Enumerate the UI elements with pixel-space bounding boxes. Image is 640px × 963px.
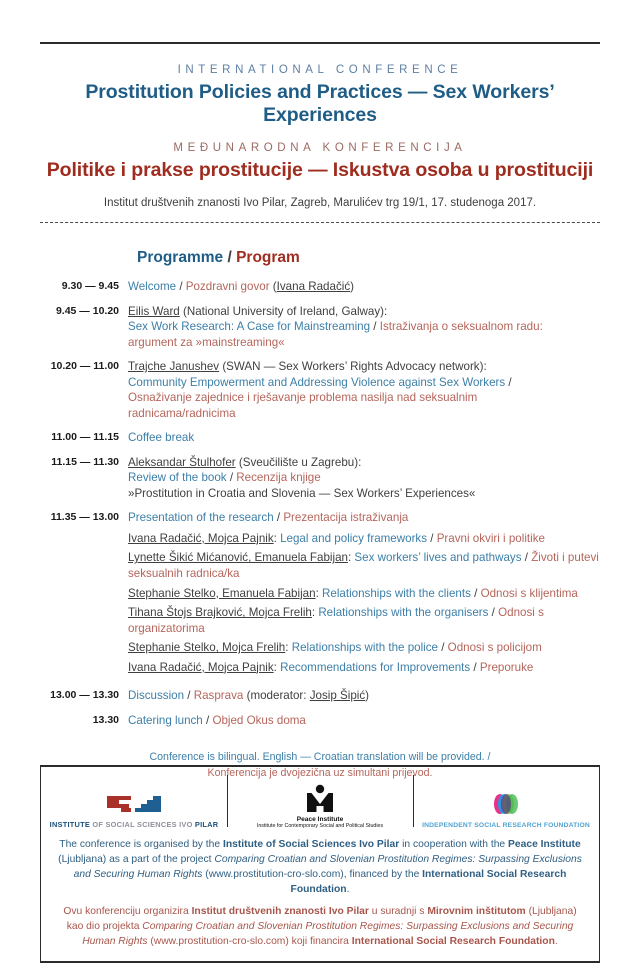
row5-l0-sep: / [273, 511, 284, 525]
credit-hr-p4: (www.prostitution-cro-slo.com) koji financira [147, 935, 352, 947]
top-divider [40, 42, 600, 44]
programme-row-entry [128, 304, 600, 351]
row1-l0-speaker [128, 305, 180, 318]
credit-paragraph-croatian [57, 905, 583, 950]
programme-subitem-list [128, 531, 600, 675]
credit-en-p4: (www.prostitution-cro-slo.com), financed by the [202, 868, 423, 880]
row3-l0-en: Coffee break [128, 431, 195, 445]
subitem4-colon: : [285, 641, 292, 655]
row1-l0-speaker-name: Eilis Ward [128, 304, 180, 318]
row2-l3-line [128, 406, 600, 422]
subitem3-sep: / [488, 606, 499, 620]
ivo-pilar-text-light: OF SOCIAL SCIENCES IVO [90, 820, 195, 829]
subitem3-speaker-names: Tihana Štojs Brajković, Mojca Frelih [128, 606, 312, 620]
row2-l0-line [128, 359, 600, 375]
programme-row-time: 13.00 — 13.30 [50, 689, 119, 702]
row1-l2-line [128, 335, 600, 351]
programme-row [40, 359, 600, 421]
subitem0-sep: / [427, 531, 437, 545]
programme-row-entry [128, 430, 600, 446]
row4-l2-plain: »Prostitution in Croatia and Slovenia — Sex Workers’ Experiences« [128, 486, 476, 500]
subitem1-speakers [128, 551, 348, 564]
credit-hr-p2: u suradnji s [368, 905, 428, 917]
row3-l0-line [128, 430, 600, 446]
subitem2-speaker-names: Stephanie Stelko, Emanuela Fabijan [128, 586, 316, 600]
subitem5-speaker-names: Ivana Radačić, Mojca Pajnik [128, 660, 274, 674]
subitem5-sep: / [470, 660, 480, 674]
row6-l0-tail2: ) [365, 689, 370, 703]
subitem4-speakers [128, 641, 285, 654]
eyebrow-croatian: MEĐUNARODNA KONFERENCIJA [173, 142, 467, 154]
ivo-pilar-logo-text [50, 820, 219, 829]
row0-l0-hr: Pozdravni govor [185, 280, 270, 293]
subitem0-en: Legal and policy frameworks [280, 531, 428, 545]
row4-l1-line [128, 470, 600, 486]
row7-l0-en: Catering lunch [128, 713, 203, 727]
page-title-english: Prostitution Policies and Practices — Sex Workers’ Experiences [85, 81, 555, 126]
isrf-logo-icon [486, 791, 526, 817]
credit-paragraph-english [57, 838, 583, 898]
programme-heading-english: Programme [137, 249, 224, 266]
credit-hr-p1: Ovu konferenciju organizira [63, 905, 192, 917]
programme-row [40, 304, 600, 351]
row0-l0-line [128, 279, 600, 295]
credit-hr-p3: (Ljubljana) kao dio projekta [66, 905, 577, 932]
programme-row [40, 688, 600, 704]
row0-l0-tail: ( [269, 280, 277, 293]
subitem3-hr: Odnosi s organizatorima [128, 606, 544, 635]
logo-ivo-pilar [41, 767, 227, 829]
programme-row-time: 13.30 [92, 713, 119, 726]
bilingual-note-english: Conference is bilingual. English — Croatian translation will be provided. / [149, 751, 491, 764]
subitem4-hr: Odnosi s policijom [447, 641, 542, 655]
subitem0-colon: : [273, 531, 281, 545]
footer [40, 765, 600, 963]
subitem2-speakers [128, 587, 316, 600]
row2-l2-hr: Osnaživanje zajednice i rješavanje problema nasilja nad seksualnim [128, 391, 478, 405]
subitem4-sep: / [438, 641, 448, 655]
row4-l0-speaker-name: Aleksandar Štulhofer [128, 455, 236, 469]
row0-l0-sep: / [176, 280, 186, 293]
subitem1-sep: / [521, 551, 532, 565]
row4-l1-hr: Recenzija knjige [236, 471, 321, 485]
row4-l0-line [128, 455, 600, 471]
subitem4-speaker-names: Stephanie Stelko, Mojca Frelih [128, 641, 286, 655]
ivo-pilar-logo-icon [105, 795, 163, 817]
credit-hr-b2: Mirovnim inštitutom [427, 905, 526, 917]
programme-row [40, 279, 600, 295]
logo-strip [40, 767, 600, 829]
subitem1-colon: : [347, 551, 355, 565]
credit-en-p1: The conference is organised by the [59, 839, 223, 850]
subitem4-en: Relationships with the police [291, 641, 438, 655]
peace-institute-title: Peace Institute [296, 816, 344, 823]
row0-l0-tail2: ) [350, 280, 354, 293]
programme-subitem [128, 605, 600, 636]
programme-row-time: 9.45 — 10.20 [55, 304, 119, 317]
subitem2-colon: : [315, 586, 323, 600]
row5-l0-line [128, 510, 600, 526]
programme-row [40, 510, 600, 679]
row6-l0-tail: (moderator: [243, 689, 310, 703]
subitem2-hr: Odnosi s klijentima [480, 586, 578, 600]
programme-subitem [128, 586, 600, 602]
row4-l0-tail: (Sveučilište u Zagrebu): [235, 455, 362, 469]
programme-row-time: 10.20 — 11.00 [50, 360, 119, 373]
row1-l1-hr: Istraživanja o seksualnom radu: [379, 320, 543, 334]
subitem5-hr: Preporuke [479, 660, 534, 674]
peace-institute-subtitle: Institute for Contemporary Social and Political Studies [256, 823, 384, 829]
programme-row [40, 713, 600, 729]
programme-row-time: 11.00 — 11.15 [51, 431, 119, 444]
credit-hr-b3: International Social Research Foundation [351, 935, 555, 947]
row4-l1-en: Review of the book [128, 471, 227, 485]
isrf-logo-text: INDEPENDENT SOCIAL RESEARCH FOUNDATION [422, 822, 590, 829]
eyebrow-english: INTERNATIONAL CONFERENCE [177, 64, 463, 76]
subitem0-hr: Pravni okviri i politike [436, 531, 545, 545]
credit-en-b2: Peace Institute [508, 839, 581, 850]
row2-l2-line [128, 390, 600, 406]
subitem5-en: Recommendations for Improvements [280, 660, 471, 674]
programme-heading-separator: / [223, 249, 237, 266]
credit-en-b3: International Social Research Foundation [290, 868, 567, 895]
peace-institute-person-icon [306, 784, 334, 814]
row6-l0-en: Discussion [128, 689, 185, 703]
credit-en-p5: . [346, 883, 350, 895]
subitem0-speaker-names: Ivana Radačić, Mojca Pajnik [128, 531, 274, 545]
row6-l0-hr: Rasprava [193, 689, 244, 703]
row7-l0-sep: / [202, 713, 213, 727]
ivo-pilar-text-strong-1: INSTITUTE [49, 820, 91, 829]
row0-l0-en: Welcome [128, 280, 177, 293]
row6-l0-speaker [310, 689, 365, 702]
row0-l0-speaker-name: Ivana Radačić [276, 280, 351, 293]
row4-l2-line [128, 486, 600, 502]
row6-l0-sep: / [184, 689, 194, 703]
credit-en-b1: Institute of Social Sciences Ivo Pilar [223, 839, 400, 850]
row2-l3-hr: radnicama/radnicima [128, 406, 236, 420]
programme-row-time: 11.15 — 11.30 [51, 455, 119, 468]
row1-l1-line [128, 319, 600, 335]
credit-en-p2: in cooperation with the [399, 839, 509, 850]
subitem1-speaker-names: Lynette Šikić Mićanović, Emanuela Fabijan [128, 551, 348, 565]
programme-row-entry [128, 510, 600, 679]
row1-l1-en: Sex Work Research: A Case for Mainstreaming [128, 320, 371, 334]
credit-hr-project-title: Comparing Croatian and Slovenian Prostitution Regimes: Surpassing Exclusions and Securing Human Rights [82, 920, 574, 947]
programme-row-entry [128, 279, 600, 295]
programme-row-time: 9.30 — 9.45 [61, 280, 119, 292]
row1-l0-line [128, 304, 600, 320]
programme-row [40, 455, 600, 502]
page-title-croatian: Politike i prakse prostitucije — Iskustva osoba u prostituciji [46, 159, 594, 181]
row7-l0-line [128, 713, 600, 729]
row2-l0-speaker [128, 360, 219, 373]
programme-heading-croatian: Program [236, 249, 300, 266]
header-dashed-divider [40, 222, 600, 223]
subitem5-colon: : [273, 660, 281, 674]
row4-l0-speaker [128, 456, 236, 469]
subitem2-en: Relationships with the clients [322, 586, 471, 600]
row1-l1-sep: / [370, 320, 380, 334]
ivo-pilar-text-strong-2: PILAR [194, 820, 219, 829]
subitem1-en: Sex workers’ lives and pathways [354, 551, 522, 565]
programme-row-entry [128, 713, 600, 729]
programme-row-time: 11.35 — 13.00 [50, 511, 119, 524]
programme-subitem [128, 531, 600, 547]
subitem3-colon: : [311, 606, 319, 620]
logo-isrf [413, 767, 599, 829]
subitem3-speakers [128, 606, 312, 619]
row6-l0-speaker-name: Josip Šipić [309, 689, 366, 703]
subitem2-sep: / [470, 586, 481, 600]
subitem3-en: Relationships with the organisers [318, 606, 489, 620]
row2-l1-sep: / [505, 375, 512, 389]
bilingual-note-croatian: Konferencija je dvojezična uz simultani prijevod. [207, 766, 433, 779]
row7-l0-hr: Objed Okus doma [212, 713, 306, 727]
programme-list [40, 279, 600, 728]
programme-subitem [128, 660, 600, 676]
row5-l0-hr: Prezentacija istraživanja [283, 511, 409, 525]
conference-programme-poster [0, 42, 640, 947]
programme-subitem [128, 550, 600, 581]
row0-l0-speaker [277, 280, 350, 293]
programme-row-entry [128, 455, 600, 502]
footer-credits [40, 829, 600, 963]
row2-l1-line [128, 375, 600, 391]
programme-row-entry [128, 359, 600, 421]
row2-l0-speaker-name: Trajche Janushev [128, 360, 220, 374]
row4-l1-sep: / [226, 471, 237, 485]
credit-en-project-title: Comparing Croatian and Slovenian Prostitution Regimes: Surpassing Exclusions and Securing Human Rights [73, 853, 582, 880]
row1-l0-tail: (National University of Ireland, Galway): [179, 304, 388, 318]
venue-and-date: Institut društvenih znanosti Ivo Pilar, Zagreb, Marulićev trg 19/1, 17. studenoga 2017. [103, 197, 537, 209]
row6-l0-line [128, 688, 600, 704]
subitem1-hr: Životi i putevi seksualnih radnica/ka [128, 551, 599, 580]
credit-en-p3: (Ljubljana) as a part of the project [58, 853, 215, 865]
programme-subitem [128, 640, 600, 656]
subitem5-speakers [128, 661, 274, 674]
subitem0-speakers [128, 532, 274, 545]
logo-peace-institute [227, 767, 413, 829]
row5-l0-en: Presentation of the research [128, 511, 274, 525]
credit-hr-p5: . [554, 935, 558, 947]
programme-row [40, 430, 600, 446]
row2-l0-tail: (SWAN — Sex Workers’ Rights Advocacy network): [219, 360, 487, 374]
row2-l1-en: Community Empowerment and Addressing Violence against Sex Workers [128, 375, 506, 389]
credit-hr-b1: Institut društvenih znanosti Ivo Pilar [191, 905, 369, 917]
programme-heading [137, 249, 600, 267]
programme-row-entry [128, 688, 600, 704]
row1-l2-hr: argument za »mainstreaming« [128, 335, 285, 349]
